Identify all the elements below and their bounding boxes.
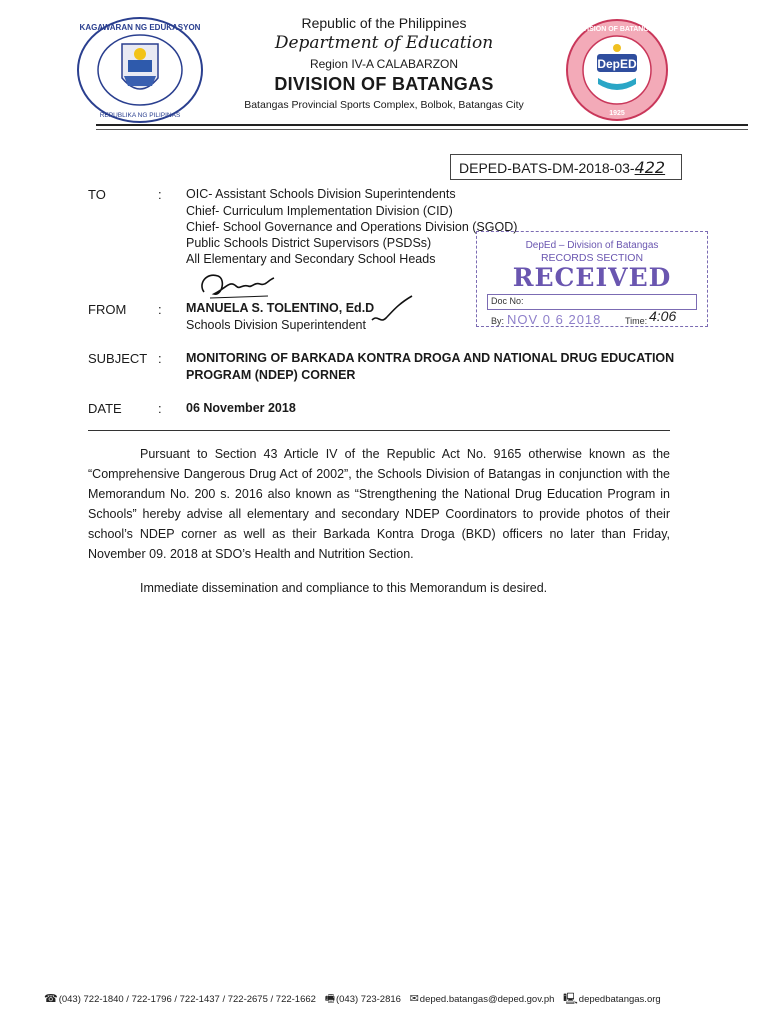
footer-email: deped.batangas@deped.gov.ph — [419, 994, 555, 1005]
division-line: DIVISION OF BATANGAS — [274, 74, 494, 94]
seal-right-year: 1925 — [609, 110, 625, 117]
stamp-section: RECORDS SECTION — [540, 252, 644, 264]
sender-title: Schools Division Superintendent — [186, 318, 366, 332]
from-colon: : — [158, 302, 162, 317]
memo-date: 06 November 2018 — [186, 401, 296, 415]
footer-web: depedbatangas.org — [578, 994, 661, 1005]
body-paragraph: Pursuant to Section 43 Article IV of the Republic Act No. 9165 otherwise known as the “Comprehensive Dangerous Drug Act of 2002”, the Schools Division of Batangas in conjunction with the Memorandum No. 200 s. 2016 also known as “Strengthening the National Drug Education Program in Schools” hereby advise all elementary and secondary NDEP Coordinators to provide photos of their school’s NDEP corner as well as their Barkada Kontra Droga (BKD) officers no later than Friday, November 09. 2018 at SDO’s Health and Nutrition Section. — [88, 447, 670, 561]
subject-colon: : — [158, 351, 162, 366]
contact-footer — [44, 990, 661, 1009]
department-line: Department of Education — [274, 33, 494, 53]
to-recipient: Chief- School Governance and Operations Division (SGOD) — [186, 220, 518, 234]
footer-phone: (043) 722-1840 / 722-1796 / 722-1437 / 722-2675 / 722-1662 — [58, 994, 316, 1005]
subject-label: SUBJECT — [88, 351, 148, 366]
to-label: TO — [88, 187, 106, 202]
seal-right-top-text: DIVISION OF BATANGAS — [575, 26, 659, 33]
division-seal-logo — [562, 18, 672, 122]
email-icon: ✉ — [409, 993, 419, 1005]
deped-seal-logo — [72, 16, 208, 124]
fax-icon: 🖷 — [324, 993, 335, 1005]
subject-line: MONITORING OF BARKADA KONTRA DROGA AND NATIONAL DRUG EDUCATION — [186, 351, 675, 365]
header-rule — [96, 124, 748, 126]
address-line: Batangas Provincial Sports Complex, Bolbok, Batangas City — [244, 99, 524, 111]
seal-left-bottom-text: REPUBLIKA NG PILIPINAS — [99, 112, 181, 119]
initials-image — [368, 292, 418, 328]
memo-reference-box — [450, 154, 682, 180]
stamp-office: DepEd – Division of Batangas — [525, 240, 659, 251]
to-recipient: All Elementary and Secondary School Heads — [186, 252, 436, 266]
sender-name: MANUELA S. TOLENTINO, Ed.D — [186, 301, 375, 315]
to-recipient: Public Schools District Supervisors (PSDSs) — [186, 236, 432, 250]
section-rule — [88, 430, 670, 431]
seal-right-center-text: DepED — [597, 57, 637, 71]
seal-left-top-text: KAGAWARAN NG EDUKASYON — [79, 23, 201, 32]
computer-icon: 🖳 — [563, 993, 578, 1005]
to-colon: : — [158, 187, 162, 202]
signature-image — [196, 266, 276, 302]
republic-line: Republic of the Philippines — [301, 15, 467, 31]
received-stamp — [476, 231, 708, 327]
footer-fax: (043) 723-2816 — [335, 994, 401, 1005]
stamp-time-value: 4:06 — [649, 308, 677, 324]
from-label: FROM — [88, 302, 127, 317]
stamp-date: NOV 0 6 2018 — [507, 312, 602, 327]
phone-icon: ☎ — [44, 993, 58, 1005]
letterhead — [200, 14, 568, 112]
stamp-time-label: Time: — [625, 316, 648, 326]
closing-paragraph: Immediate dissemination and compliance to this Memorandum is desired. — [140, 581, 548, 595]
stamp-received: RECEIVED — [512, 263, 672, 292]
to-recipient: OIC- Assistant Schools Division Superintendents — [186, 187, 456, 201]
stamp-by-label: By: — [491, 316, 505, 326]
stamp-doc-label: Doc No: — [491, 296, 524, 306]
header-rule-thin — [96, 129, 748, 130]
memo-reference-number: 422 — [634, 158, 666, 177]
to-recipient: Chief- Curriculum Implementation Division (CID) — [186, 204, 453, 218]
date-colon: : — [158, 401, 162, 416]
date-label: DATE — [88, 401, 122, 416]
subject-line: PROGRAM (NDEP) CORNER — [186, 368, 356, 382]
region-line: Region IV-A CALABARZON — [309, 57, 459, 71]
memo-reference-prefix: DEPED-BATS-DM-2018-03- — [459, 160, 635, 176]
